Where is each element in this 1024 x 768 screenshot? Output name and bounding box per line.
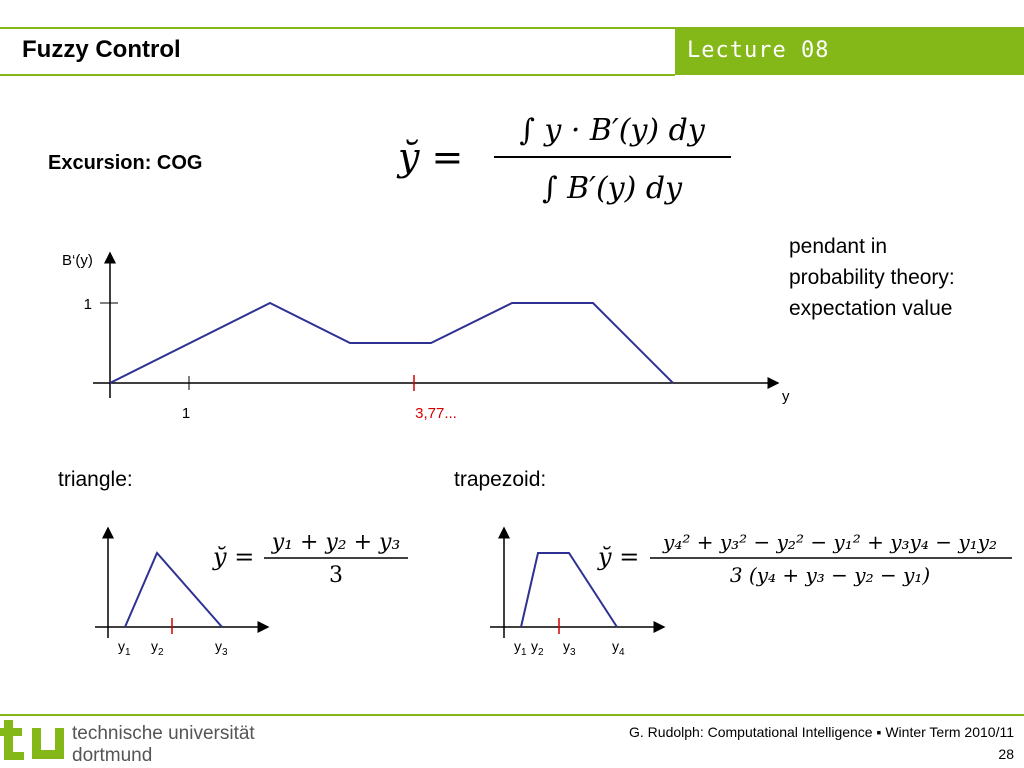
page-number: 28 <box>998 746 1014 762</box>
cog-formula-numerator: ∫ y · B′(y) dy <box>519 113 705 148</box>
trapezoid-label-y1: $y_1$ <box>514 638 527 658</box>
trapezoid-formula <box>597 530 1012 587</box>
triangle-formula-numerator: y₁ + y₂ + y₃ <box>271 530 401 555</box>
cog-formula-denominator: ∫ B′(y) dy <box>541 171 683 206</box>
slide-title: Fuzzy Control <box>22 36 181 63</box>
tu-logo <box>0 720 64 760</box>
triangle-label-y1: $y_1$ <box>118 638 131 658</box>
cog-value-label: 3,77... <box>415 405 457 422</box>
trapezoid-formula-denominator: 3 (y₄ + y₃ − y₂ − y₁) <box>729 563 931 587</box>
university-line-2: dortmund <box>72 745 153 766</box>
y-axis-label: B‘(y) <box>62 252 93 269</box>
triangle-label-y3: $y_3$ <box>215 638 228 658</box>
membership-curve <box>110 303 673 383</box>
cog-formula <box>396 113 731 206</box>
pendant-line-1: pendant in <box>789 235 888 258</box>
course-info: G. Rudolph: Computational Intelligence ▪ Winter Term 2010/11 <box>629 724 1014 740</box>
x-axis-label: y <box>782 388 790 405</box>
lecture-label: Lecture 08 <box>687 38 830 63</box>
trapezoid-label: trapezoid: <box>454 468 547 491</box>
cog-formula-lhs: y̆ = <box>398 135 464 179</box>
trapezoid-label-y4: $y_4$ <box>612 638 625 658</box>
triangle-formula-lhs: y̆ = <box>213 543 255 571</box>
trapezoid-formula-lhs: y̆ = <box>598 543 640 571</box>
triangle-formula <box>212 530 408 588</box>
university-name <box>72 723 255 767</box>
triangle-curve <box>125 553 222 627</box>
trapezoid-label-y3: $y_3$ <box>563 638 576 658</box>
pendant-line-2: probability theory: <box>789 266 955 289</box>
trapezoid-label-y2: $y_2$ <box>531 638 544 658</box>
membership-graph <box>62 252 790 422</box>
triangle-label: triangle: <box>58 468 133 491</box>
university-line-1: technische universität <box>72 723 255 744</box>
triangle-label-y2: $y_2$ <box>151 638 164 658</box>
trapezoid-formula-numerator: y₄² + y₃² − y₂² − y₁² + y₃y₄ − y₁y₂ <box>663 530 997 554</box>
x-tick-label: 1 <box>181 405 191 422</box>
pendant-line-3: expectation value <box>789 297 953 320</box>
section-heading: Excursion: COG <box>48 152 203 174</box>
triangle-formula-denominator: 3 <box>329 563 343 588</box>
footer-rule <box>0 714 1024 716</box>
footer-info <box>629 721 1014 765</box>
y-tick-label: 1 <box>83 296 92 313</box>
